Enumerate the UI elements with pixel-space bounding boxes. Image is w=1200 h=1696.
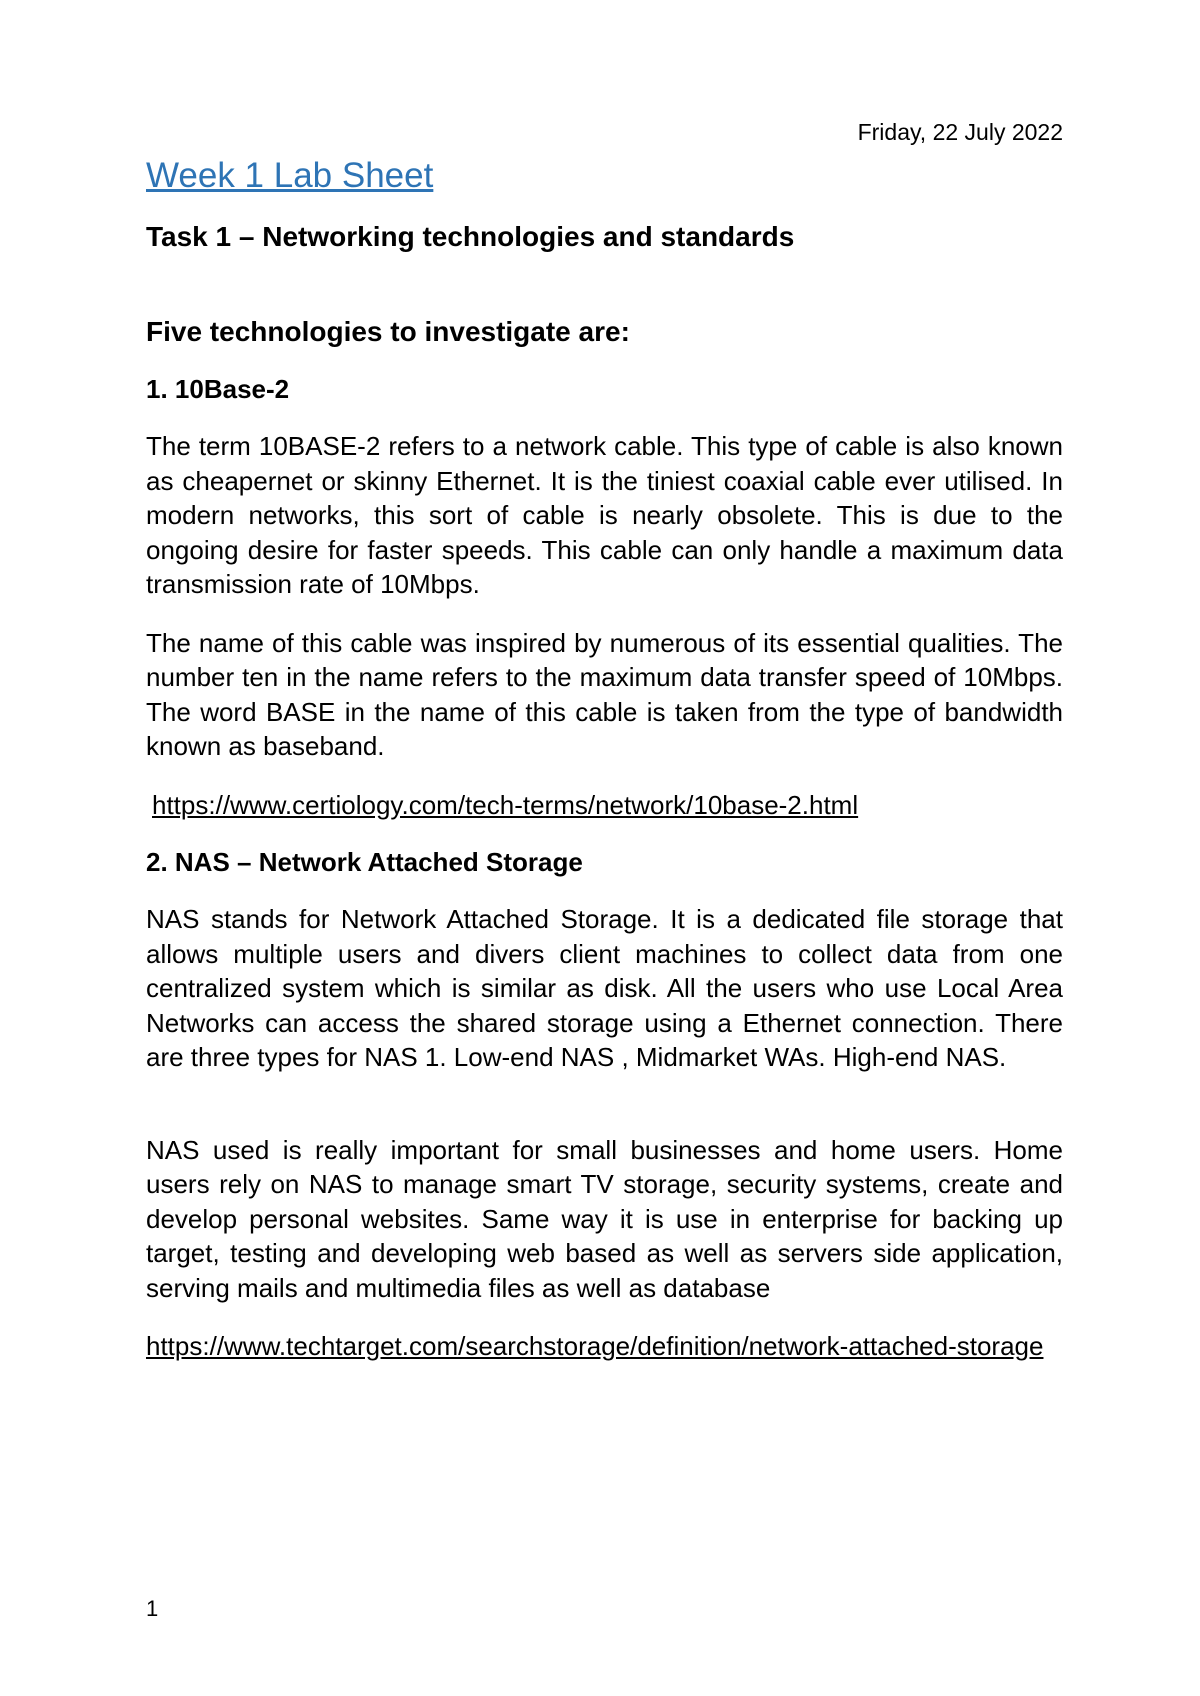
reference-link-10base2[interactable]: https://www.certiology.com/tech-terms/network/10base-2.html xyxy=(152,789,859,820)
document-date: Friday, 22 July 2022 xyxy=(857,119,1063,145)
intro-heading: Five technologies to investigate are: xyxy=(146,316,630,347)
reference-link-nas[interactable]: https://www.techtarget.com/searchstorage/definition/network-attached-storage xyxy=(146,1331,1044,1361)
task-heading: Task 1 – Networking technologies and standards xyxy=(146,221,795,252)
page-content xyxy=(146,118,1063,1364)
page-number: 1 xyxy=(146,1596,159,1621)
section-10base2-paragraph-2: The name of this cable was inspired by numerous of its essential qualities. The number ten in the name refers to the maximum data transfer speed of 10Mbps. The word BASE in the name of this cable is taken from the type of bandwidth known as baseband. xyxy=(146,627,1063,761)
section-heading-nas: 2. NAS – Network Attached Storage xyxy=(146,847,583,877)
section-heading-10base2: 1. 10Base-2 xyxy=(146,374,290,404)
section-nas-paragraph-1: NAS stands for Network Attached Storage. It is a dedicated file storage that allows multiple users and divers client machines to collect data from one centralized system which is similar as disk. All the users who use Local Area Networks can access the shared storage using a Ethernet connection. There are three types for NAS 1. Low-end NAS , Midmarket WAs. High-end NAS. xyxy=(146,904,1063,1072)
section-nas-paragraph-2: NAS used is really important for small businesses and home users. Home users rely on NAS to manage smart TV storage, security systems, create and develop personal websites. Same way it is use in enterprise for backing up target, testing and developing web based as well as servers side application, serving mails and multimedia files as well as database xyxy=(146,1134,1063,1303)
section-10base2-paragraph-1: The term 10BASE-2 refers to a network cable. This type of cable is also known as cheapernet or skinny Ethernet. It is the tiniest coaxial cable ever utilised. In modern networks, this sort of cable is nearly obsolete. This is due to the ongoing desire for faster speeds. This cable can only handle a maximum data transmission rate of 10Mbps. xyxy=(146,431,1063,599)
document-title: Week 1 Lab Sheet xyxy=(146,156,434,195)
